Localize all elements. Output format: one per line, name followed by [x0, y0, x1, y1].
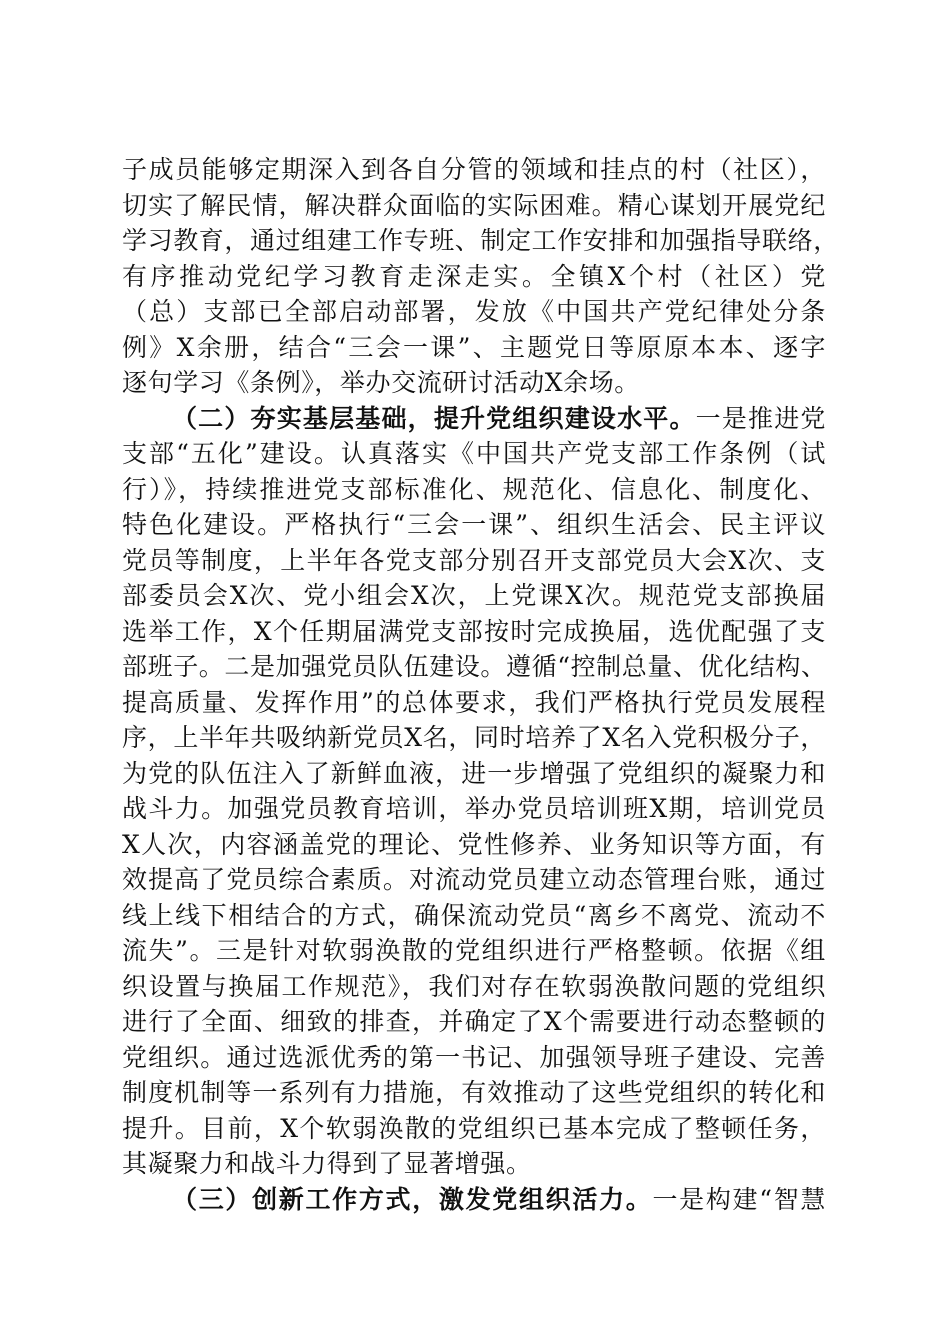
text-line: 行）》，持续推进党支部标准化、规范化、信息化、制度化、: [122, 474, 826, 504]
section-heading-2: （二）夯实基层基础，提升党组织建设水平。: [172, 403, 696, 433]
text-line: 织设置与换届工作规范》，我们对存在软弱涣散问题的党组织: [122, 971, 826, 1001]
text-line: 效提高了党员综合素质。对流动党员建立动态管理台账，通过: [122, 865, 826, 894]
text-line: 有序推动党纪学习教育走深走实。全镇X个村（社区）党: [122, 261, 826, 291]
text-line: 支部“五化”建设。认真落实《中国共产党支部工作条例（试: [122, 439, 826, 468]
text-line: （总）支部已全部启动部署，发放《中国共产党纪律处分条: [122, 297, 826, 326]
text-line: 部委员会X次、党小组会X次，上党课X次。规范党支部换届: [122, 581, 826, 610]
section-heading-3: （三）创新工作方式，激发党组织活力。: [172, 1184, 653, 1214]
text-line: 流失”。三是针对软弱涣散的党组织进行严格整顿。依据《组: [122, 936, 826, 965]
text-line: 党组织。通过选派优秀的第一书记、加强领导班子建设、完善: [122, 1042, 826, 1072]
text-segment: 一是推进党: [695, 403, 826, 433]
text-line: 党员等制度，上半年各党支部分别召开支部党员大会X次、支: [122, 545, 826, 575]
text-line: 学习教育，通过组建工作专班、制定工作安排和加强指导联络，: [122, 226, 839, 255]
text-line: 逐句学习《条例》，举办交流研讨活动X余场。: [122, 368, 640, 397]
text-line: 战斗力。加强党员教育培训，举办党员培训班X期，培训党员: [122, 794, 826, 823]
paragraph-3-first-line: [122, 1182, 826, 1218]
document-body: [122, 152, 839, 1217]
paragraph-2-first-line: [122, 401, 826, 437]
text-line: 切实了解民情，解决群众面临的实际困难。精心谋划开展党纪: [122, 190, 826, 220]
text-line: 制度机制等一系列有力措施，有效推动了这些党组织的转化和: [122, 1078, 826, 1107]
text-line: 提高质量、发挥作用”的总体要求，我们严格执行党员发展程: [122, 687, 826, 717]
text-line: 为党的队伍注入了新鲜血液，进一步增强了党组织的凝聚力和: [122, 758, 826, 788]
text-line: 进行了全面、细致的排查，并确定了X个需要进行动态整顿的: [122, 1007, 826, 1036]
text-line: 线上线下相结合的方式，确保流动党员“离乡不离党、流动不: [122, 900, 826, 930]
text-line: 提升。目前，X个软弱涣散的党组织已基本完成了整顿任务，: [122, 1113, 826, 1143]
text-line: 特色化建设。严格执行“三会一课”、组织生活会、民主评议: [122, 510, 826, 539]
text-line: 其凝聚力和战斗力得到了显著增强。: [122, 1149, 532, 1178]
text-line: 选举工作，X个任期届满党支部按时完成换届，选优配强了支: [122, 616, 826, 646]
text-line: X人次，内容涵盖党的理论、党性修养、业务知识等方面，有: [122, 829, 826, 859]
text-segment: 一是构建“智慧: [652, 1184, 827, 1214]
text-line: 例》X余册，结合“三会一课”、主题党日等原原本本、逐字: [122, 332, 826, 362]
text-line: 序，上半年共吸纳新党员X名，同时培养了X名入党积极分子，: [122, 723, 826, 752]
text-line: 子成员能够定期深入到各自分管的领域和挂点的村（社区），: [122, 155, 826, 184]
text-line: 部班子。二是加强党员队伍建设。遵循“控制总量、优化结构、: [122, 652, 827, 681]
